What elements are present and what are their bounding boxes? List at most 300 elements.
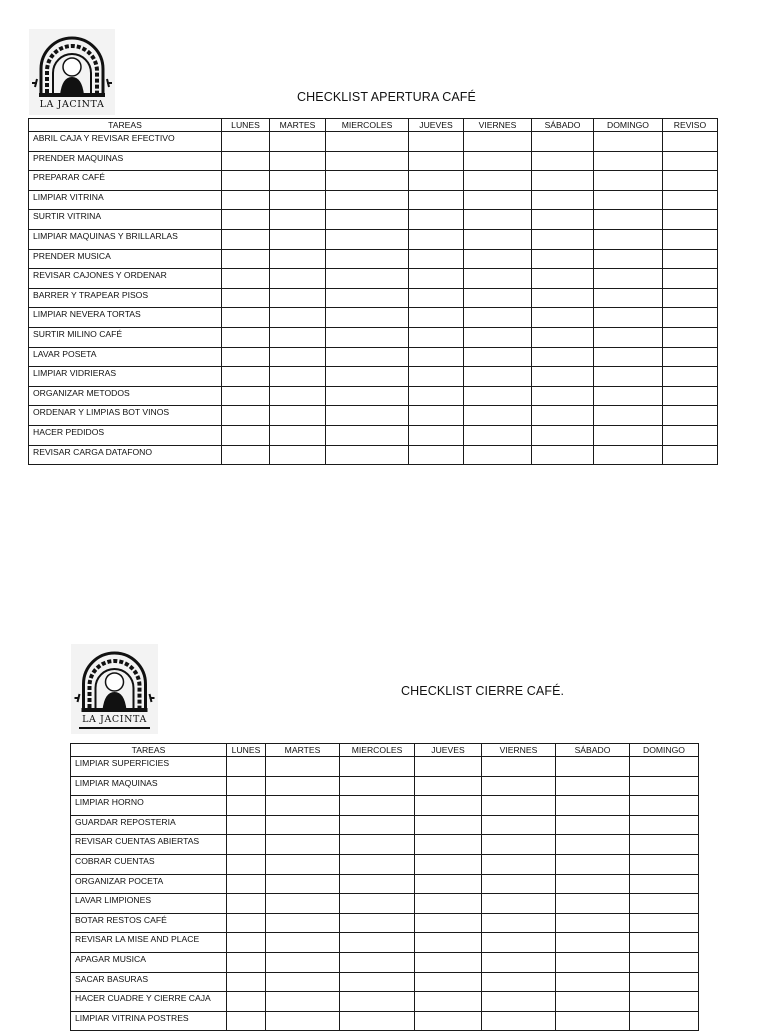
check-cell[interactable] <box>415 972 482 992</box>
check-cell[interactable] <box>532 327 594 347</box>
table-row <box>29 367 718 387</box>
check-cell[interactable] <box>630 757 699 777</box>
check-cell[interactable] <box>222 367 270 387</box>
page-title-cierre: CHECKLIST CIERRE CAFÉ. <box>401 684 565 698</box>
check-cell[interactable] <box>630 1011 699 1031</box>
table-row <box>29 210 718 230</box>
task-cell: PRENDER MAQUINAS <box>29 151 222 171</box>
check-cell[interactable] <box>415 874 482 894</box>
check-cell[interactable] <box>556 894 630 914</box>
check-cell[interactable] <box>464 229 532 249</box>
check-cell[interactable] <box>222 210 270 230</box>
check-cell[interactable] <box>326 327 409 347</box>
check-cell[interactable] <box>266 913 340 933</box>
check-cell[interactable] <box>594 308 663 328</box>
check-cell[interactable] <box>409 151 464 171</box>
check-cell[interactable] <box>630 815 699 835</box>
check-cell[interactable] <box>326 288 409 308</box>
check-cell[interactable] <box>464 406 532 426</box>
table-row <box>29 445 718 465</box>
column-header: LUNES <box>222 119 270 132</box>
check-cell[interactable] <box>663 367 718 387</box>
check-cell[interactable] <box>663 327 718 347</box>
check-cell[interactable] <box>482 992 556 1012</box>
check-cell[interactable] <box>409 367 464 387</box>
check-cell[interactable] <box>594 406 663 426</box>
check-cell[interactable] <box>270 269 326 289</box>
check-cell[interactable] <box>464 151 532 171</box>
check-cell[interactable] <box>532 406 594 426</box>
check-cell[interactable] <box>326 386 409 406</box>
check-cell[interactable] <box>326 132 409 152</box>
check-cell[interactable] <box>464 190 532 210</box>
check-cell[interactable] <box>340 972 415 992</box>
check-cell[interactable] <box>270 347 326 367</box>
table-row <box>29 151 718 171</box>
table-row <box>29 171 718 191</box>
table-row <box>71 796 699 816</box>
check-cell[interactable] <box>222 386 270 406</box>
column-header: DOMINGO <box>594 119 663 132</box>
check-cell[interactable] <box>464 386 532 406</box>
check-cell[interactable] <box>270 210 326 230</box>
check-cell[interactable] <box>270 327 326 347</box>
check-cell[interactable] <box>266 854 340 874</box>
check-cell[interactable] <box>630 835 699 855</box>
check-cell[interactable] <box>227 933 266 953</box>
table-row <box>29 347 718 367</box>
column-header: REVISO <box>663 119 718 132</box>
check-cell[interactable] <box>556 776 630 796</box>
task-cell: LIMPIAR SUPERFICIES <box>71 757 227 777</box>
check-cell[interactable] <box>556 874 630 894</box>
check-cell[interactable] <box>270 171 326 191</box>
check-cell[interactable] <box>326 269 409 289</box>
check-cell[interactable] <box>222 229 270 249</box>
check-cell[interactable] <box>482 854 556 874</box>
check-cell[interactable] <box>482 952 556 972</box>
table-row <box>71 992 699 1012</box>
check-cell[interactable] <box>326 406 409 426</box>
check-cell[interactable] <box>326 347 409 367</box>
task-cell: ORGANIZAR POCETA <box>71 874 227 894</box>
check-cell[interactable] <box>663 151 718 171</box>
check-cell[interactable] <box>340 835 415 855</box>
check-cell[interactable] <box>594 190 663 210</box>
check-cell[interactable] <box>482 776 556 796</box>
check-cell[interactable] <box>270 249 326 269</box>
check-cell[interactable] <box>270 308 326 328</box>
check-cell[interactable] <box>630 913 699 933</box>
check-cell[interactable] <box>594 210 663 230</box>
check-cell[interactable] <box>270 406 326 426</box>
check-cell[interactable] <box>222 327 270 347</box>
check-cell[interactable] <box>663 347 718 367</box>
check-cell[interactable] <box>266 776 340 796</box>
check-cell[interactable] <box>464 210 532 230</box>
check-cell[interactable] <box>340 776 415 796</box>
check-cell[interactable] <box>594 367 663 387</box>
column-header: SÁBADO <box>556 744 630 757</box>
check-cell[interactable] <box>266 952 340 972</box>
task-cell: PREPARAR CAFÉ <box>29 171 222 191</box>
check-cell[interactable] <box>532 249 594 269</box>
check-cell[interactable] <box>532 229 594 249</box>
check-cell[interactable] <box>340 815 415 835</box>
task-cell: GUARDAR REPOSTERIA <box>71 815 227 835</box>
check-cell[interactable] <box>532 171 594 191</box>
check-cell[interactable] <box>409 308 464 328</box>
check-cell[interactable] <box>409 327 464 347</box>
check-cell[interactable] <box>270 190 326 210</box>
check-cell[interactable] <box>266 757 340 777</box>
task-cell: PRENDER MUSICA <box>29 249 222 269</box>
column-header: MIERCOLES <box>326 119 409 132</box>
table-row <box>71 815 699 835</box>
task-cell: HACER CUADRE Y CIERRE CAJA <box>71 992 227 1012</box>
check-cell[interactable] <box>409 190 464 210</box>
check-cell[interactable] <box>409 386 464 406</box>
check-cell[interactable] <box>532 288 594 308</box>
table-row <box>29 425 718 445</box>
check-cell[interactable] <box>340 933 415 953</box>
task-cell: SURTIR VITRINA <box>29 210 222 230</box>
check-cell[interactable] <box>663 406 718 426</box>
check-cell[interactable] <box>663 308 718 328</box>
check-cell[interactable] <box>227 972 266 992</box>
check-cell[interactable] <box>415 757 482 777</box>
check-cell[interactable] <box>415 1011 482 1031</box>
check-cell[interactable] <box>594 327 663 347</box>
check-cell[interactable] <box>227 757 266 777</box>
check-cell[interactable] <box>594 425 663 445</box>
check-cell[interactable] <box>340 952 415 972</box>
check-cell[interactable] <box>409 425 464 445</box>
check-cell[interactable] <box>663 386 718 406</box>
task-cell: APAGAR MUSICA <box>71 952 227 972</box>
check-cell[interactable] <box>227 952 266 972</box>
check-cell[interactable] <box>326 210 409 230</box>
check-cell[interactable] <box>340 894 415 914</box>
check-cell[interactable] <box>630 776 699 796</box>
check-cell[interactable] <box>464 308 532 328</box>
check-cell[interactable] <box>482 933 556 953</box>
check-cell[interactable] <box>630 796 699 816</box>
task-cell: SACAR BASURAS <box>71 972 227 992</box>
check-cell[interactable] <box>409 229 464 249</box>
check-cell[interactable] <box>409 288 464 308</box>
check-cell[interactable] <box>482 835 556 855</box>
check-cell[interactable] <box>630 972 699 992</box>
check-cell[interactable] <box>326 229 409 249</box>
check-cell[interactable] <box>415 815 482 835</box>
task-cell: BARRER Y TRAPEAR PISOS <box>29 288 222 308</box>
check-cell[interactable] <box>663 445 718 465</box>
check-cell[interactable] <box>630 854 699 874</box>
cierre-checklist-table <box>70 743 699 1031</box>
check-cell[interactable] <box>266 1011 340 1031</box>
column-header: SÁBADO <box>532 119 594 132</box>
table-row <box>29 406 718 426</box>
check-cell[interactable] <box>227 835 266 855</box>
check-cell[interactable] <box>409 347 464 367</box>
check-cell[interactable] <box>222 308 270 328</box>
check-cell[interactable] <box>415 952 482 972</box>
check-cell[interactable] <box>222 151 270 171</box>
check-cell[interactable] <box>594 151 663 171</box>
check-cell[interactable] <box>222 406 270 426</box>
table-row <box>71 854 699 874</box>
check-cell[interactable] <box>222 288 270 308</box>
column-header: DOMINGO <box>630 744 699 757</box>
table-row <box>71 952 699 972</box>
check-cell[interactable] <box>227 815 266 835</box>
check-cell[interactable] <box>415 894 482 914</box>
header-row <box>71 744 699 757</box>
check-cell[interactable] <box>266 933 340 953</box>
check-cell[interactable] <box>270 132 326 152</box>
check-cell[interactable] <box>556 913 630 933</box>
check-cell[interactable] <box>326 151 409 171</box>
check-cell[interactable] <box>340 913 415 933</box>
check-cell[interactable] <box>266 972 340 992</box>
check-cell[interactable] <box>222 347 270 367</box>
table-row <box>29 132 718 152</box>
check-cell[interactable] <box>556 757 630 777</box>
check-cell[interactable] <box>532 308 594 328</box>
check-cell[interactable] <box>415 835 482 855</box>
task-cell: REVISAR CUENTAS ABIERTAS <box>71 835 227 855</box>
check-cell[interactable] <box>663 229 718 249</box>
check-cell[interactable] <box>326 425 409 445</box>
logo-underline <box>79 727 150 729</box>
check-cell[interactable] <box>663 171 718 191</box>
column-header: MIERCOLES <box>340 744 415 757</box>
check-cell[interactable] <box>482 757 556 777</box>
check-cell[interactable] <box>594 171 663 191</box>
task-cell: LAVAR LIMPIONES <box>71 894 227 914</box>
check-cell[interactable] <box>594 347 663 367</box>
check-cell[interactable] <box>222 445 270 465</box>
check-cell[interactable] <box>222 425 270 445</box>
check-cell[interactable] <box>270 229 326 249</box>
check-cell[interactable] <box>556 992 630 1012</box>
check-cell[interactable] <box>594 249 663 269</box>
check-cell[interactable] <box>326 171 409 191</box>
check-cell[interactable] <box>340 874 415 894</box>
check-cell[interactable] <box>482 874 556 894</box>
check-cell[interactable] <box>532 425 594 445</box>
check-cell[interactable] <box>663 269 718 289</box>
check-cell[interactable] <box>594 288 663 308</box>
check-cell[interactable] <box>594 386 663 406</box>
check-cell[interactable] <box>409 210 464 230</box>
check-cell[interactable] <box>409 249 464 269</box>
check-cell[interactable] <box>663 425 718 445</box>
check-cell[interactable] <box>340 757 415 777</box>
check-cell[interactable] <box>464 425 532 445</box>
check-cell[interactable] <box>227 874 266 894</box>
check-cell[interactable] <box>532 132 594 152</box>
logo-text: LA JACINTA <box>39 99 105 110</box>
check-cell[interactable] <box>663 288 718 308</box>
check-cell[interactable] <box>222 132 270 152</box>
check-cell[interactable] <box>227 992 266 1012</box>
check-cell[interactable] <box>409 269 464 289</box>
table-row <box>71 874 699 894</box>
column-header: VIERNES <box>464 119 532 132</box>
check-cell[interactable] <box>409 406 464 426</box>
check-cell[interactable] <box>326 190 409 210</box>
check-cell[interactable] <box>270 386 326 406</box>
check-cell[interactable] <box>464 249 532 269</box>
check-cell[interactable] <box>266 894 340 914</box>
task-cell: LIMPIAR VITRINA POSTRES <box>71 1011 227 1031</box>
check-cell[interactable] <box>482 1011 556 1031</box>
task-cell: LIMPIAR VITRINA <box>29 190 222 210</box>
check-cell[interactable] <box>227 776 266 796</box>
check-cell[interactable] <box>340 992 415 1012</box>
task-cell: COBRAR CUENTAS <box>71 854 227 874</box>
check-cell[interactable] <box>222 190 270 210</box>
check-cell[interactable] <box>464 347 532 367</box>
check-cell[interactable] <box>482 815 556 835</box>
check-cell[interactable] <box>663 249 718 269</box>
check-cell[interactable] <box>409 445 464 465</box>
check-cell[interactable] <box>532 445 594 465</box>
check-cell[interactable] <box>663 132 718 152</box>
check-cell[interactable] <box>630 894 699 914</box>
check-cell[interactable] <box>532 210 594 230</box>
check-cell[interactable] <box>556 952 630 972</box>
check-cell[interactable] <box>630 874 699 894</box>
check-cell[interactable] <box>415 992 482 1012</box>
check-cell[interactable] <box>630 933 699 953</box>
check-cell[interactable] <box>663 210 718 230</box>
check-cell[interactable] <box>556 796 630 816</box>
task-cell: REVISAR CAJONES Y ORDENAR <box>29 269 222 289</box>
check-cell[interactable] <box>409 132 464 152</box>
task-cell: REVISAR LA MISE AND PLACE <box>71 933 227 953</box>
task-cell: LAVAR POSETA <box>29 347 222 367</box>
check-cell[interactable] <box>482 972 556 992</box>
check-cell[interactable] <box>270 445 326 465</box>
check-cell[interactable] <box>532 347 594 367</box>
check-cell[interactable] <box>464 288 532 308</box>
check-cell[interactable] <box>409 171 464 191</box>
table-row <box>71 972 699 992</box>
table-row <box>71 913 699 933</box>
check-cell[interactable] <box>630 952 699 972</box>
check-cell[interactable] <box>556 854 630 874</box>
check-cell[interactable] <box>415 776 482 796</box>
check-cell[interactable] <box>227 854 266 874</box>
check-cell[interactable] <box>340 1011 415 1031</box>
check-cell[interactable] <box>415 796 482 816</box>
check-cell[interactable] <box>464 171 532 191</box>
check-cell[interactable] <box>464 132 532 152</box>
column-header: VIERNES <box>482 744 556 757</box>
check-cell[interactable] <box>482 894 556 914</box>
check-cell[interactable] <box>532 269 594 289</box>
check-cell[interactable] <box>482 913 556 933</box>
check-cell[interactable] <box>340 854 415 874</box>
table-row <box>29 288 718 308</box>
task-cell: HACER PEDIDOS <box>29 425 222 445</box>
check-cell[interactable] <box>326 308 409 328</box>
column-header: TAREAS <box>71 744 227 757</box>
check-cell[interactable] <box>266 815 340 835</box>
check-cell[interactable] <box>266 796 340 816</box>
table-row <box>29 229 718 249</box>
check-cell[interactable] <box>270 151 326 171</box>
check-cell[interactable] <box>663 190 718 210</box>
check-cell[interactable] <box>415 933 482 953</box>
check-cell[interactable] <box>594 269 663 289</box>
check-cell[interactable] <box>464 269 532 289</box>
check-cell[interactable] <box>464 367 532 387</box>
check-cell[interactable] <box>556 972 630 992</box>
check-cell[interactable] <box>532 367 594 387</box>
header-row <box>29 119 718 132</box>
table-row <box>71 1011 699 1031</box>
check-cell[interactable] <box>532 151 594 171</box>
check-cell[interactable] <box>270 288 326 308</box>
check-cell[interactable] <box>266 874 340 894</box>
check-cell[interactable] <box>340 796 415 816</box>
check-cell[interactable] <box>464 445 532 465</box>
table-row <box>71 933 699 953</box>
check-cell[interactable] <box>222 249 270 269</box>
check-cell[interactable] <box>556 835 630 855</box>
table-row <box>71 835 699 855</box>
check-cell[interactable] <box>270 425 326 445</box>
check-cell[interactable] <box>630 992 699 1012</box>
check-cell[interactable] <box>532 190 594 210</box>
task-cell: ABRIL CAJA Y REVISAR EFECTIVO <box>29 132 222 152</box>
check-cell[interactable] <box>266 992 340 1012</box>
check-cell[interactable] <box>222 269 270 289</box>
check-cell[interactable] <box>326 249 409 269</box>
check-cell[interactable] <box>227 1011 266 1031</box>
check-cell[interactable] <box>266 835 340 855</box>
check-cell[interactable] <box>227 913 266 933</box>
check-cell[interactable] <box>556 1011 630 1031</box>
check-cell[interactable] <box>556 933 630 953</box>
check-cell[interactable] <box>227 894 266 914</box>
check-cell[interactable] <box>326 445 409 465</box>
logo-text: LA JACINTA <box>82 714 147 725</box>
check-cell[interactable] <box>594 445 663 465</box>
check-cell[interactable] <box>222 171 270 191</box>
table-row <box>29 386 718 406</box>
check-cell[interactable] <box>556 815 630 835</box>
table-row <box>29 249 718 269</box>
check-cell[interactable] <box>227 796 266 816</box>
task-cell: REVISAR CARGA DATAFONO <box>29 445 222 465</box>
check-cell[interactable] <box>415 854 482 874</box>
check-cell[interactable] <box>415 913 482 933</box>
check-cell[interactable] <box>532 386 594 406</box>
check-cell[interactable] <box>464 327 532 347</box>
check-cell[interactable] <box>594 229 663 249</box>
check-cell[interactable] <box>594 132 663 152</box>
column-header: JUEVES <box>409 119 464 132</box>
check-cell[interactable] <box>482 796 556 816</box>
column-header: MARTES <box>266 744 340 757</box>
check-cell[interactable] <box>270 367 326 387</box>
check-cell[interactable] <box>326 367 409 387</box>
